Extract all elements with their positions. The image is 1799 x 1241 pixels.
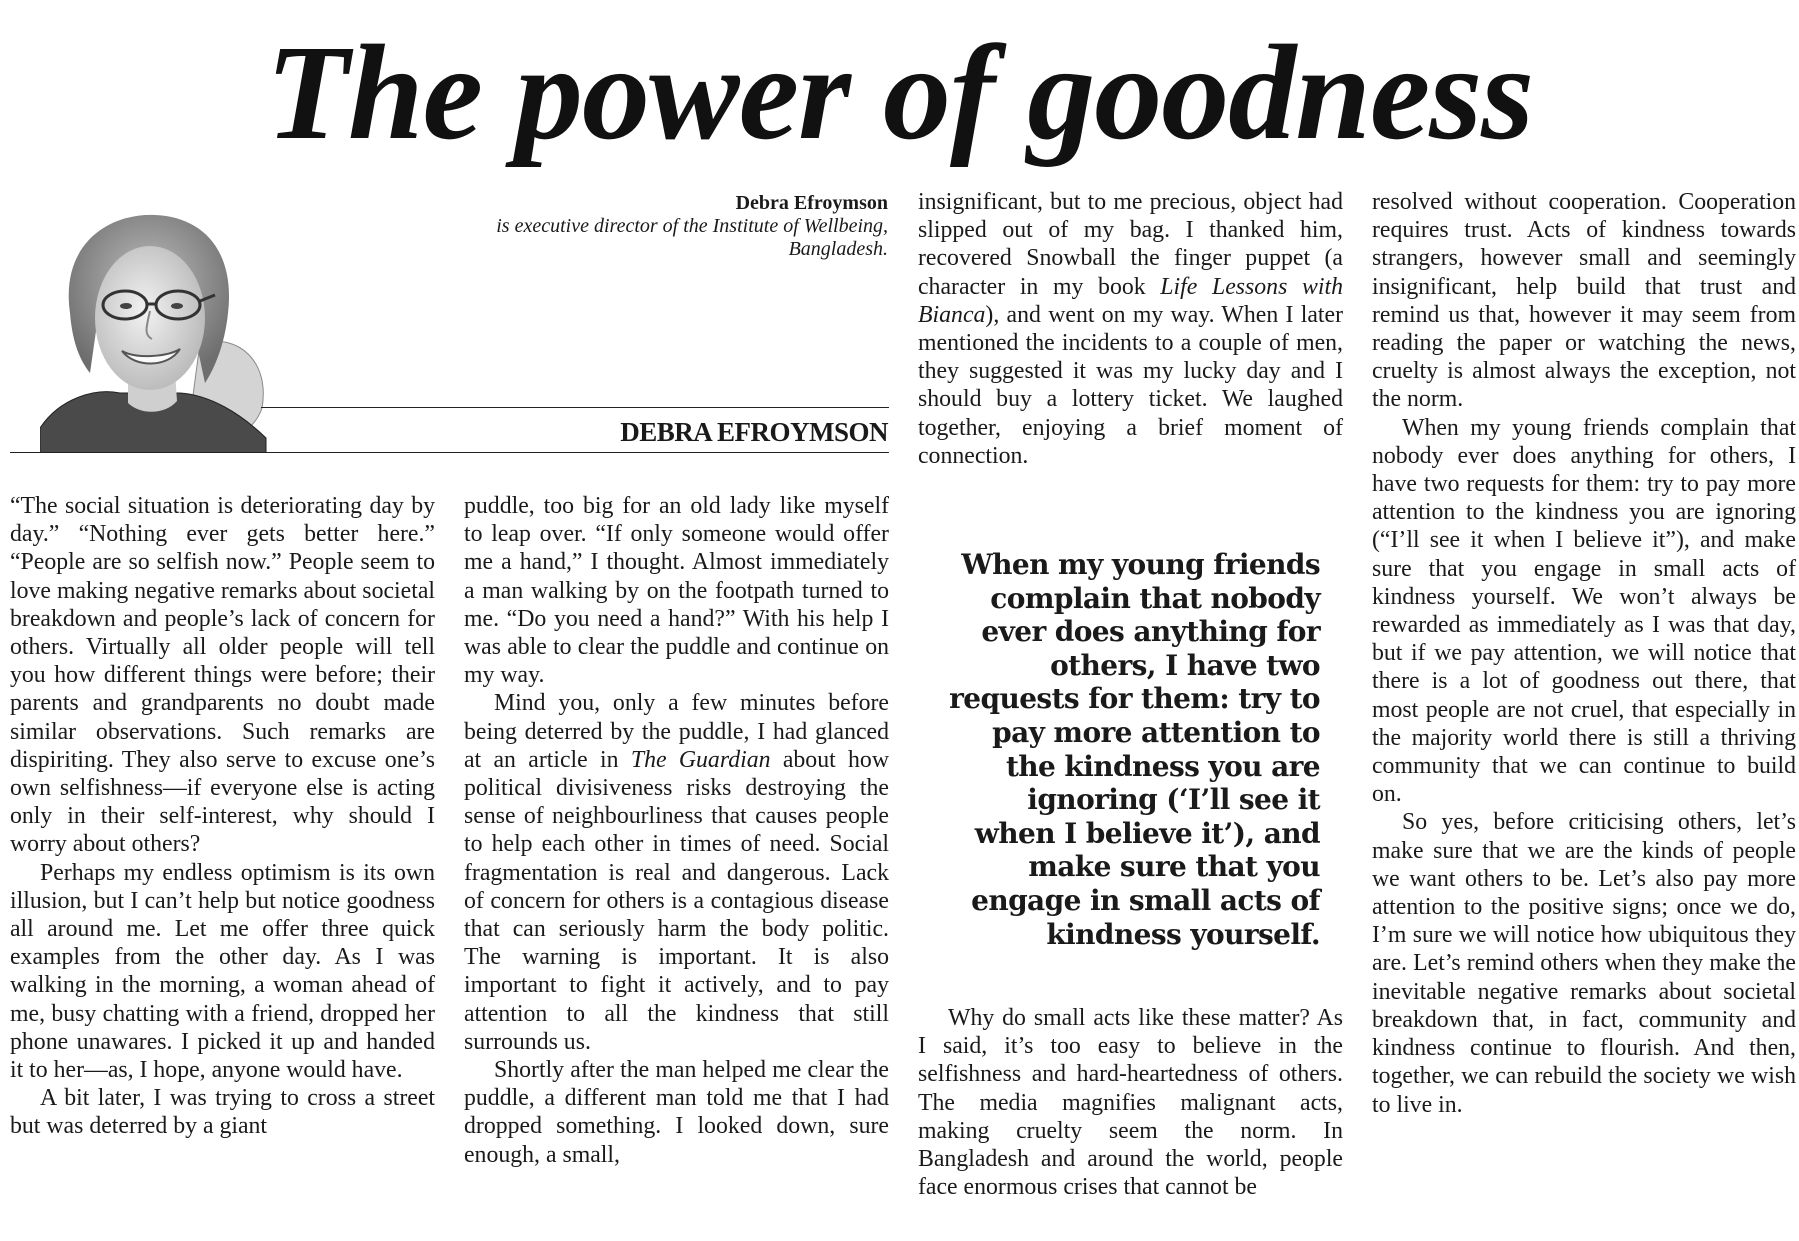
paragraph: Shortly after the man helped me clear the puddle, a different man told me that I had dropped something. I looked down, sure enough, a small,: [464, 1057, 889, 1168]
paragraph: So yes, before criticising others, let’s make sure that we are the kinds of people we want others to be. Let’s also pay more attention to the positive signs; once we do, I’m sure we will notice how ubiquitous they are. Let’s remind others when they make the inevitable negative remarks about societal breakdown that, in fact, community and kindness continue to flourish. And then, together, we can rebuild the society we wish to live in.: [1372, 809, 1796, 1118]
paragraph: When my young friends complain that nobody ever does anything for others, I have two requests for them: try to pay more attention to the kindness you are ignoring (“I’ll see it when I believe it”), and make sure that you engage in small acts of kindness yourself. We won’t always be rewarded as immediately as I was that day, but if we pay attention, we will notice that there is a lot of goodness out there, that most people are not cruel, that especially in the majority world there is still a thriving community that we can continue to build on.: [1372, 414, 1796, 808]
article-column-4: [1372, 188, 1796, 1119]
paragraph: [918, 188, 1343, 470]
publication-title: The Guardian: [630, 746, 771, 773]
byline-block: [440, 192, 888, 261]
book-title: Life Lessons with Bianca: [918, 273, 1343, 328]
paragraph: A bit later, I was trying to cross a street but was deterred by a giant: [10, 1085, 435, 1140]
divider-rule: [261, 407, 889, 408]
paragraph: puddle, too big for an old lady like myself to leap over. “If only someone would offer me a hand,” I thought. Almost immediately a man walking by on the footpath turned to me. “Do you need a hand?” With his help I was able to clear the puddle and continue on my way.: [464, 493, 889, 689]
pull-quote: When my young friends complain that nobody ever does anything for others, I have two requests for them: try to pay more attention to the kindness you are ignoring (‘I’ll see it when I believe it’), and make sure that you engage in small acts of kindness yourself.: [949, 548, 1320, 951]
byline-name: Debra Efroymson: [735, 192, 888, 214]
author-name-caps: DEBRA EFROYMSON: [620, 417, 888, 447]
paragraph: [464, 689, 889, 1056]
author-photo: [40, 193, 270, 453]
paragraph: Perhaps my endless optimism is its own illusion, but I can’t help but notice goodness all around me. Let me offer three quick examples from the other day. As I was walking in the morning, a woman ahead of me, busy chatting with a friend, dropped her phone unawares. I picked it up and handed it to her—as, I hope, anyone would have.: [10, 859, 435, 1084]
paragraph: Why do small acts like these matter? As I said, it’s too easy to believe in the selfishness and hard-heartedness of others. The media magnifies malignant acts, making cruelty seem the norm. In Bangladesh and around the world, people face enormous crises that cannot be: [918, 1005, 1343, 1201]
paragraph: “The social situation is deteriorating day by day.” “Nothing ever gets better here.” “People are so selfish now.” People seem to love making negative remarks about societal breakdown and people’s lack of concern for others. Virtually all older people will tell you how different things were before; their parents and grandparents no doubt made similar observations. Such remarks are dispiriting. They also serve to excuse one’s own selfishness—if everyone else is acting only in their self-interest, why should I worry about others?: [10, 493, 435, 858]
text-run: about how political divisiveness risks destroying the sense of neighbourliness that causes people to help each other in times of need. Social fragmentation is real and dangerous. Lack of concern for others is a contagious disease that can seriously harm the body politic. The warning is important. It is also important to fight it actively, and to pay attention to all the kindness that still surrounds us.: [464, 746, 890, 1055]
text-run: insignificant, but to me precious, object had slipped out of my bag. I thanked him, recovered Snowball the finger puppet (a character in my book: [918, 189, 1343, 300]
paragraph: resolved without cooperation. Cooperation requires trust. Acts of kindness towards strangers, however small and seemingly insignificant, help build that trust and remind us that, however it may seem from reading the paper or watching the news, cruelty is almost always the exception, not the norm.: [1372, 189, 1796, 413]
article-column-2: [464, 492, 889, 1169]
article-column-3-bottom: [918, 1004, 1343, 1201]
byline-description: is executive director of the Institute of Wellbeing, Bangladesh.: [496, 215, 888, 260]
text-run: Mind you, only a few minutes before being deterred by the puddle, I had glanced at an article in: [464, 690, 889, 773]
article-column-1: [10, 492, 435, 1141]
text-run: ), and went on my way. When I later mentioned the incidents to a couple of men, they suggested it was my lucky day and I should buy a lottery ticket. We laughed together, enjoying a brief moment of connection.: [918, 301, 1343, 469]
divider-rule: [10, 452, 889, 453]
headline: The power of goodness: [265, 18, 1534, 168]
article-column-3-top: [918, 188, 1343, 470]
